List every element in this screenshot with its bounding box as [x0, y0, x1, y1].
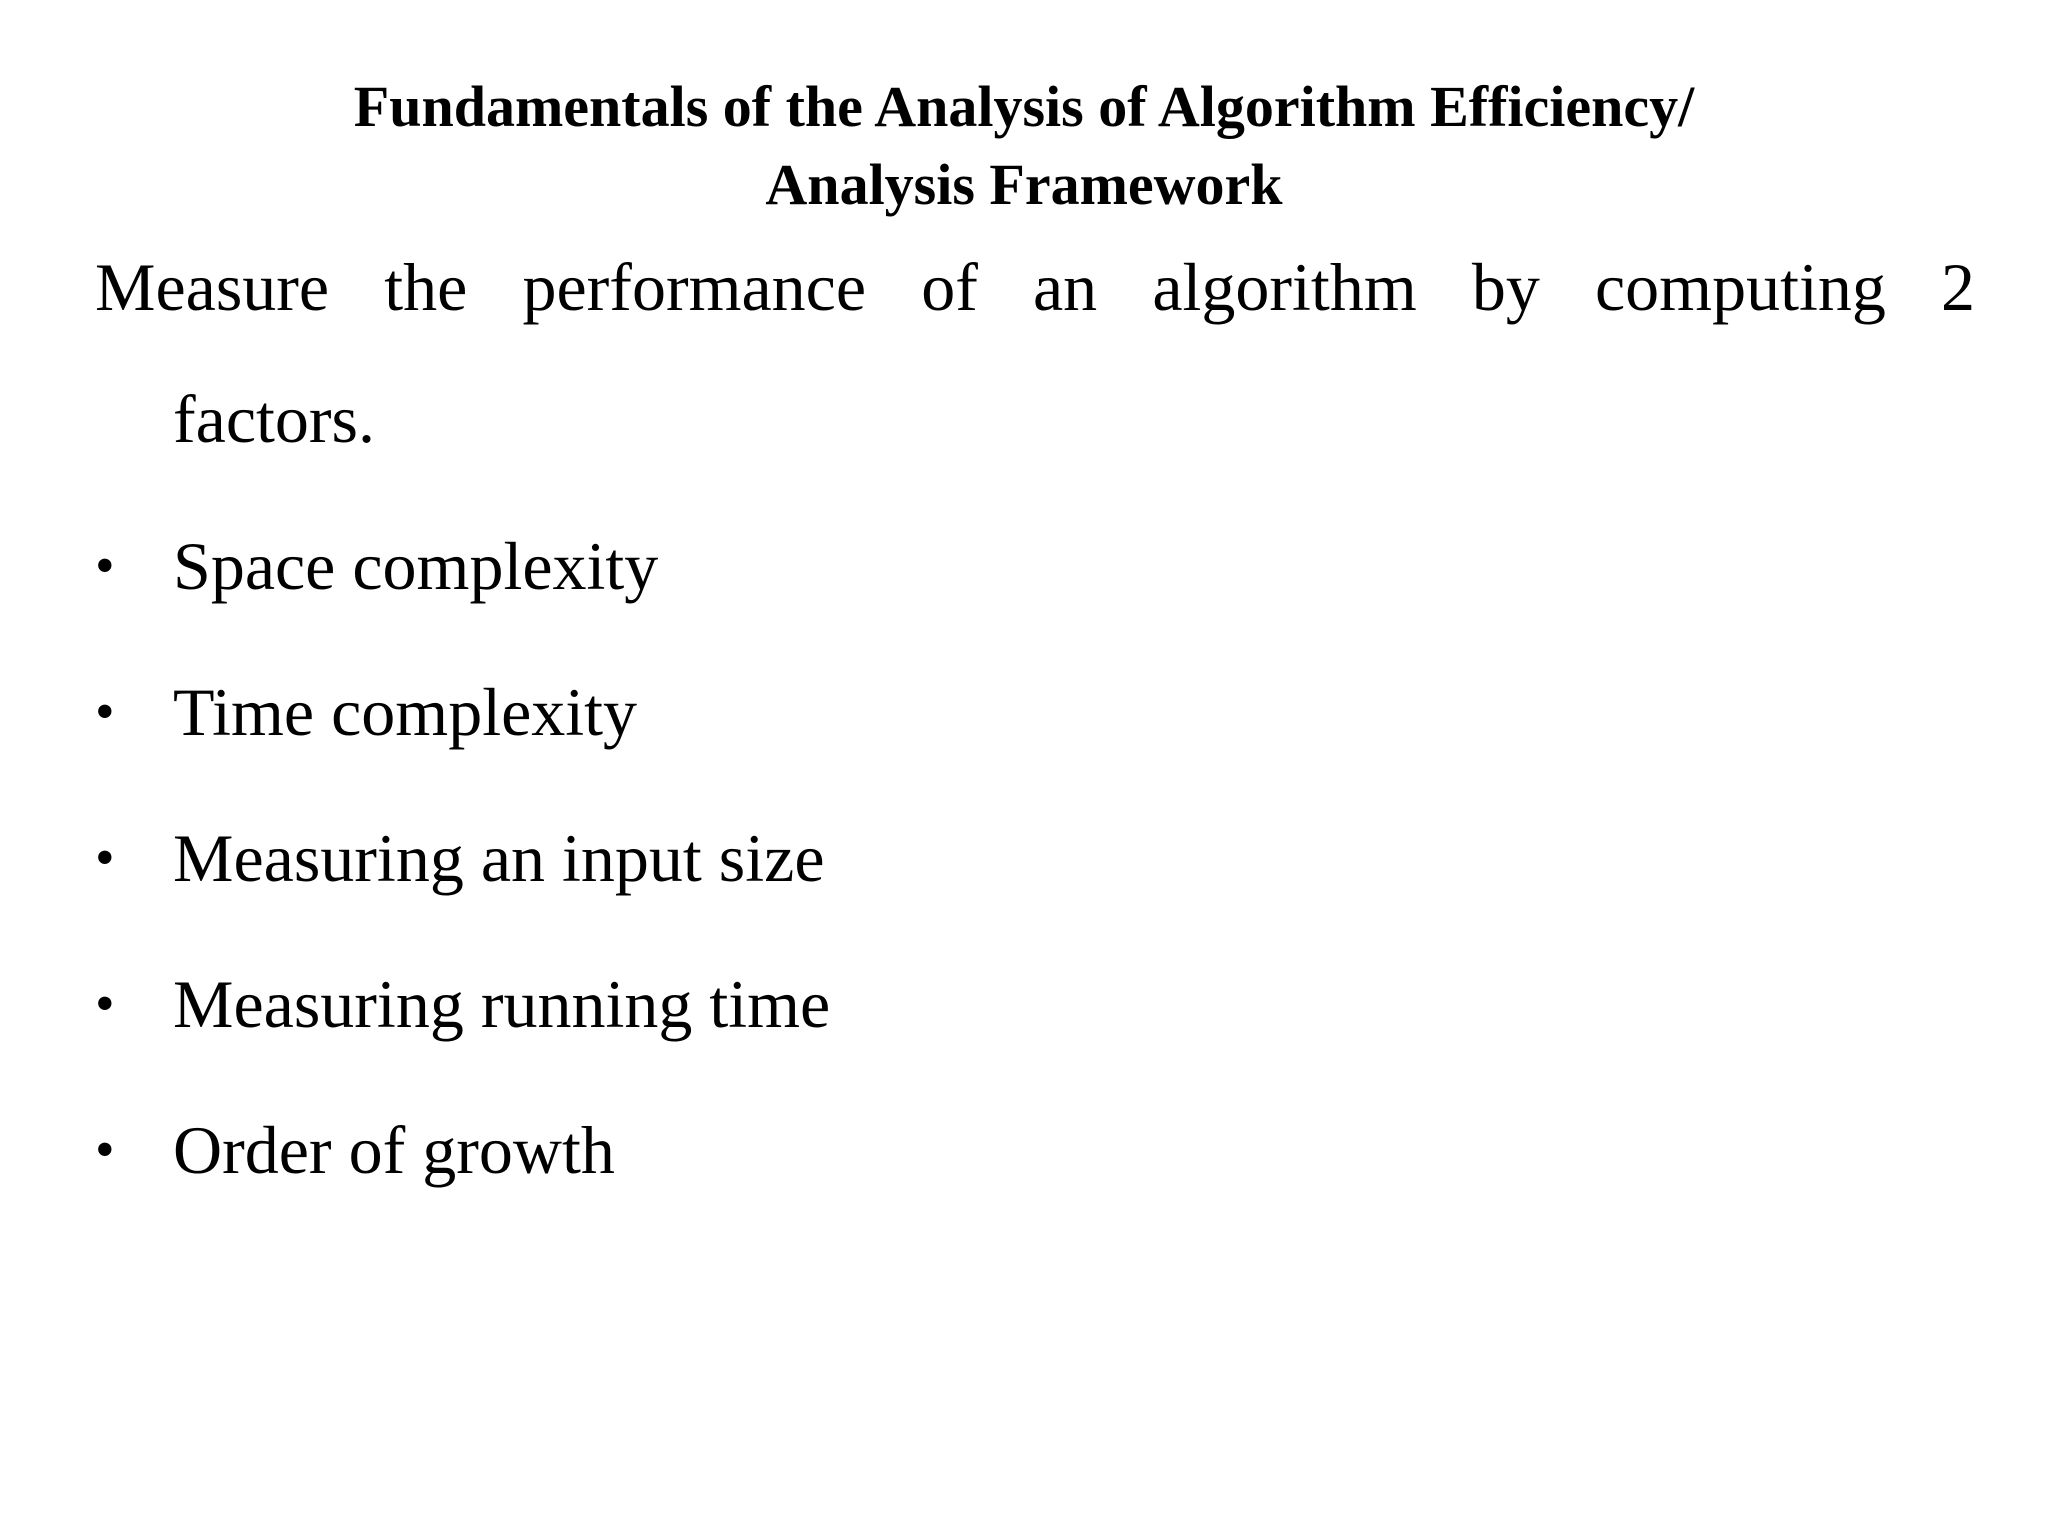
intro-word: computing: [1595, 249, 1886, 325]
intro-word: of: [921, 249, 978, 325]
slide-title-line-2: Analysis Framework: [765, 152, 1283, 217]
bullet-point-icon: •: [95, 535, 115, 597]
bullet-text: Measuring an input size: [173, 820, 825, 896]
bullet-point-icon: •: [95, 827, 115, 889]
intro-continuation: factors.: [173, 381, 376, 457]
bullet-point-icon: •: [95, 1119, 115, 1181]
bullet-text: Space complexity: [173, 528, 659, 604]
slide-title-line-1: Fundamentals of the Analysis of Algorithm Efficiency/: [353, 74, 1695, 139]
bullet-point-icon: •: [95, 681, 115, 743]
bullet-point-icon: •: [95, 973, 115, 1035]
intro-paragraph: [95, 242, 1975, 457]
bullet-text: Measuring running time: [173, 966, 831, 1042]
intro-word: performance: [522, 249, 867, 325]
intro-word: by: [1471, 249, 1540, 325]
intro-word: an: [1032, 249, 1098, 325]
bullet-text: Order of growth: [173, 1112, 615, 1188]
intro-word: Measure: [95, 249, 330, 325]
slide-title: [0, 68, 2048, 224]
intro-first-line: [95, 242, 1975, 332]
intro-word: algorithm: [1152, 249, 1417, 325]
intro-word: 2: [1941, 249, 1975, 325]
intro-word: the: [384, 249, 468, 325]
bullet-text: Time complexity: [173, 674, 638, 750]
